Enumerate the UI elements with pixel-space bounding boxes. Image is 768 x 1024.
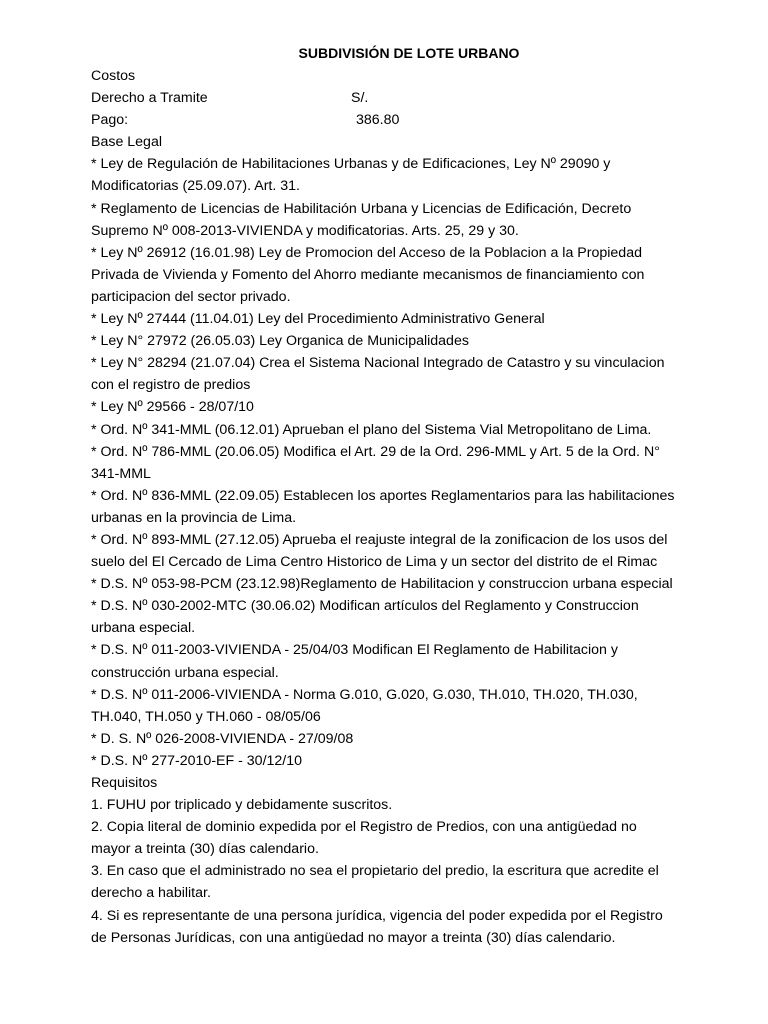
requirement-item xyxy=(91,794,731,816)
legal-item-line: * Ord. Nº 836-MML (22.09.05) Establecen los aportes Reglamentarios para las habilitaciones xyxy=(91,487,675,504)
legal-item-line: * Ley N° 27972 (26.05.03) Ley Organica de Municipalidades xyxy=(91,333,469,350)
legal-item xyxy=(91,153,731,197)
legal-item-line: Privada de Vivienda y Fomento del Ahorro mediante mecanismos de financiamiento con xyxy=(91,266,645,283)
legal-item-line: * D. S. Nº 026-2008-VIVIENDA - 27/09/08 xyxy=(91,730,354,747)
legal-item-line: * Ley Nº 29566 - 28/07/10 xyxy=(91,399,254,416)
legal-item xyxy=(91,242,731,308)
requirements-heading: Requisitos xyxy=(91,775,158,791)
legal-item-line: suelo del El Cercado de Lima Centro Historico de Lima y un sector del distrito de el Rimac xyxy=(91,554,658,571)
fee-label: Derecho a Tramite xyxy=(91,90,208,107)
requirement-item xyxy=(91,816,731,860)
legal-item xyxy=(91,639,731,683)
legal-item-line: con el registro de predios xyxy=(91,377,251,394)
legal-item-line: TH.040, TH.050 y TH.060 - 08/05/06 xyxy=(91,708,321,725)
legal-item-line: * Ley Nº 27444 (11.04.01) Ley del Procedimiento Administrativo General xyxy=(91,311,545,328)
legal-item-line: * D.S. Nº 053-98-PCM (23.12.98)Reglamento de Habilitacion y construccion urbana especial xyxy=(91,576,673,593)
legal-item-line: * Ord. Nº 893-MML (27.12.05) Aprueba el reajuste integral de la zonificacion de los usos del xyxy=(91,531,668,548)
legal-item xyxy=(91,441,731,485)
fee-row xyxy=(91,87,731,109)
payment-row xyxy=(91,109,731,131)
legal-item-line: urbanas en la provincia de Lima. xyxy=(91,509,297,526)
legal-item xyxy=(91,330,731,352)
legal-item xyxy=(91,308,731,330)
legal-item xyxy=(91,419,731,441)
legal-item-line: * D.S. Nº 011-2006-VIVIENDA - Norma G.010, G.020, G.030, TH.010, TH.020, TH.030, xyxy=(91,686,638,703)
document-page xyxy=(91,42,731,949)
payment-amount: 386.80 xyxy=(356,112,400,129)
requirements-list xyxy=(91,794,731,949)
legal-item-line: * D.S. Nº 030-2002-MTC (30.06.02) Modifican artículos del Reglamento y Construccion xyxy=(91,598,639,615)
legal-item-line: * Ley N° 28294 (21.07.04) Crea el Sistema Nacional Integrado de Catastro y su vinculacion xyxy=(91,355,665,372)
legal-item xyxy=(91,198,731,242)
requirement-line: 2. Copia literal de dominio expedida por el Registro de Predios, con una antigüedad no xyxy=(91,819,637,836)
costs-heading: Costos xyxy=(91,68,136,84)
legal-item xyxy=(91,595,731,639)
requirement-line: mayor a treinta (30) días calendario. xyxy=(91,841,319,858)
legal-item xyxy=(91,352,731,396)
legal-item xyxy=(91,396,731,418)
requirement-line: 4. Si es representante de una persona jurídica, vigencia del poder expedida por el Registro xyxy=(91,907,663,924)
fee-currency: S/. xyxy=(351,90,369,107)
requirement-line: de Personas Jurídicas, con una antigüedad no mayor a treinta (30) días calendario. xyxy=(91,929,616,946)
legal-item-line: participacion del sector privado. xyxy=(91,288,291,305)
legal-item-line: * D.S. Nº 277-2010-EF - 30/12/10 xyxy=(91,752,303,769)
legal-item-line: * Ley Nº 26912 (16.01.98) Ley de Promocion del Acceso de la Poblacion a la Propiedad xyxy=(91,244,642,261)
legal-item-line: Modificatorias (25.09.07). Art. 31. xyxy=(91,178,300,195)
legal-item xyxy=(91,750,731,772)
requirement-item xyxy=(91,905,731,949)
legal-item-line: * D.S. Nº 011-2003-VIVIENDA - 25/04/03 Modifican El Reglamento de Habilitacion y xyxy=(91,642,618,659)
legal-item xyxy=(91,485,731,529)
legal-item-line: Supremo Nº 008-2013-VIVIENDA y modificatorias. Arts. 25, 29 y 30. xyxy=(91,222,519,239)
requirement-line: 3. En caso que el administrado no sea el propietario del predio, la escritura que acredite el xyxy=(91,863,659,880)
legal-item-line: * Ord. Nº 786-MML (20.06.05) Modifica el Art. 29 de la Ord. 296-MML y Art. 5 de la Ord. N° xyxy=(91,443,660,460)
payment-label: Pago: xyxy=(91,112,129,129)
legal-item-line: * Ley de Regulación de Habilitaciones Urbanas y de Edificaciones, Ley Nº 29090 y xyxy=(91,156,611,173)
legal-heading: Base Legal xyxy=(91,134,162,151)
legal-item-line: construcción urbana especial. xyxy=(91,664,279,681)
legal-item-line: * Ord. Nº 341-MML (06.12.01) Aprueban el plano del Sistema Vial Metropolitano de Lima. xyxy=(91,421,652,438)
legal-list xyxy=(91,153,731,772)
legal-item xyxy=(91,684,731,728)
requirement-line: 1. FUHU por triplicado y debidamente suscritos. xyxy=(91,797,393,814)
requirement-item xyxy=(91,860,731,904)
legal-item-line: 341-MML xyxy=(91,465,151,482)
document-title: SUBDIVISIÓN DE LOTE URBANO xyxy=(298,45,520,61)
legal-item xyxy=(91,573,731,595)
requirement-line: derecho a habilitar. xyxy=(91,885,211,902)
legal-item xyxy=(91,728,731,750)
legal-item-line: * Reglamento de Licencias de Habilitación Urbana y Licencias de Edificación, Decreto xyxy=(91,200,632,217)
legal-item-line: urbana especial. xyxy=(91,620,196,637)
legal-item xyxy=(91,529,731,573)
